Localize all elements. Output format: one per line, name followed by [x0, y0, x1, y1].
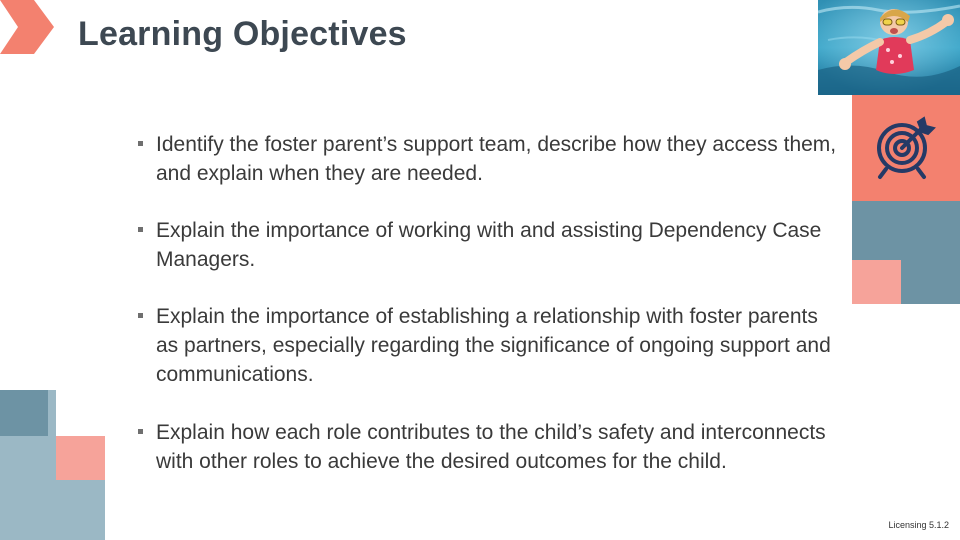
list-item	[138, 302, 838, 389]
list-item	[138, 418, 838, 476]
bullet-icon	[138, 429, 143, 434]
objective-text: Explain how each role contributes to the child’s safety and interconnects with other roles to achieve the desired outcomes for the child.	[156, 421, 826, 473]
objective-text: Identify the foster parent’s support team, describe how they access them, and explain when they are needed.	[156, 133, 837, 185]
decor-block-teal-left	[0, 390, 48, 436]
decor-block-pink-left	[56, 436, 105, 480]
objective-text: Explain the importance of establishing a relationship with foster parents as partners, especially regarding the significance of ongoing support and communications.	[156, 305, 831, 386]
chevron-right-icon	[0, 0, 56, 54]
decor-block-light-blue-strip	[48, 390, 56, 436]
target-icon	[874, 114, 938, 180]
list-item	[138, 216, 838, 274]
swimming-child-photo	[818, 0, 960, 95]
objective-text: Explain the importance of working with and assisting Dependency Case Managers.	[156, 219, 822, 271]
bullet-icon	[138, 313, 143, 318]
page-title: Learning Objectives	[78, 15, 407, 53]
list-item	[138, 130, 838, 188]
bullet-icon	[138, 141, 143, 146]
footer-label: Licensing 5.1.2	[888, 520, 949, 530]
decor-block-pink	[852, 260, 901, 304]
bullet-icon	[138, 227, 143, 232]
